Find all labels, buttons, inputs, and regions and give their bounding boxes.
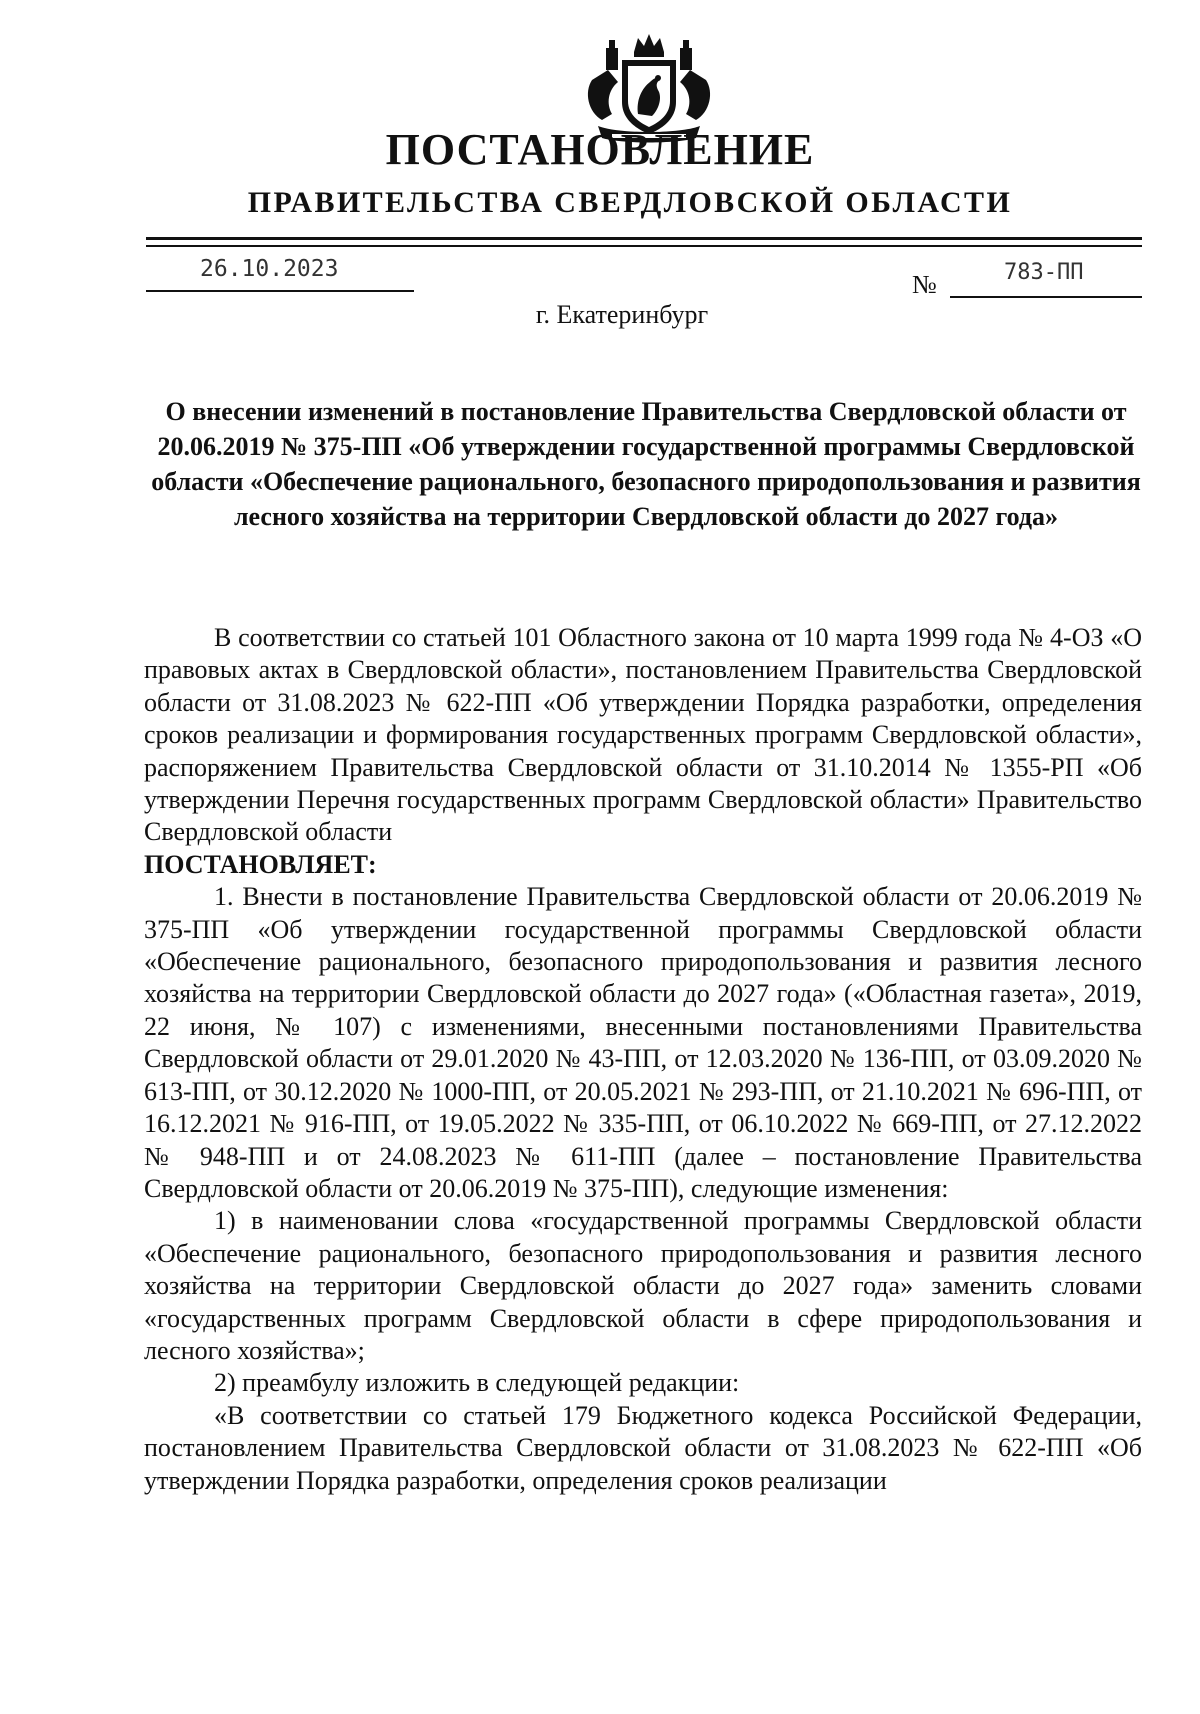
number-sign: № (912, 270, 937, 299)
document-number: 783-ПП (1004, 260, 1084, 285)
document-city: г. Екатеринбург (535, 300, 709, 329)
date-underline (146, 290, 414, 292)
subitem-1-paragraph: 1) в наименовании слова «государственной программы Свердловской области «Обеспечение рационального, безопасного природопользования и развития лесного хозяйства на территории Свердловской области до 2027 года» заменить словами «государственных программ Свердловской области в сфере природопользования и лесного хозяйства»; (144, 1206, 1142, 1365)
preamble-paragraph: В соответствии со статьей 101 Областного закона от 10 марта 1999 года № 4-ОЗ «О правовых актах в Свердловской области», постановлением Правительства Свердловской области от 31.08.2023 № 622-ПП «Об утверждении Порядка разработки, определения сроков реализации и формирования государственных программ Свердловской области», распоряжением Правительства Свердловской области от 31.10.2014 № 1355-РП «Об утверждении Перечня государственных программ Свердловской области» Правительство Свердловской области (144, 623, 1142, 847)
document-subtitle: ПРАВИТЕЛЬСТВА СВЕРДЛОВСКОЙ ОБЛАСТИ (247, 186, 1013, 219)
item-1-paragraph: 1. Внести в постановление Правительства Свердловской области от 20.06.2019 № 375-ПП «Об утверждении государственной программы Свердловской области «Обеспечение рационального, безопасного природопользования и развития лесного хозяйства на территории Свердловской области до 2027 года» («Областная газета», 2019, 22 июня, № 107) с изменениями, внесенными постановлениями Правительства Свердловской области от 29.01.2020 № 43-ПП, от 12.03.2020 № 136-ПП, от 03.09.2020 № 613-ПП, от 30.12.2020 № 1000-ПП, от 20.05.2021 № 293-ПП, от 21.10.2021 № 696-ПП, от 16.12.2021 № 916-ПП, от 19.05.2022 № 335-ПП, от 06.10.2022 № 669-ПП, от 27.12.2022 № 948-ПП и от 24.08.2023 № 611-ПП (далее – постановление Правительства Свердловской области от 20.06.2019 № 375-ПП), следующие изменения: (144, 882, 1142, 1203)
decree-word: ПОСТАНОВЛЯЕТ: (144, 849, 377, 879)
number-underline (950, 296, 1142, 298)
document-title: ПОСТАНОВЛЕНИЕ (385, 125, 815, 174)
quoted-preamble-paragraph: «В соответствии со статьей 179 Бюджетного кодекса Российской Федерации, постановлением Правительства Свердловской области от 31.08.2023 № 622-ПП «Об утверждении Порядка разработки, определения сроков реализации (144, 1400, 1142, 1495)
header-divider-thin (146, 245, 1142, 247)
header-divider-thick (146, 237, 1142, 240)
subitem-2-paragraph: 2) преамбулу изложить в следующей редакции: (214, 1368, 740, 1398)
document-body (144, 622, 1142, 1497)
document-heading: О внесении изменений в постановление Правительства Свердловской области от 20.06.2019 № 375-ПП «Об утверждении государственной программы Свердловской области «Обеспечение рационального, безопасного природопользования и развития лесного хозяйства на территории Свердловской области до 2027 года» (151, 397, 1141, 531)
document-date: 26.10.2023 (200, 256, 339, 282)
